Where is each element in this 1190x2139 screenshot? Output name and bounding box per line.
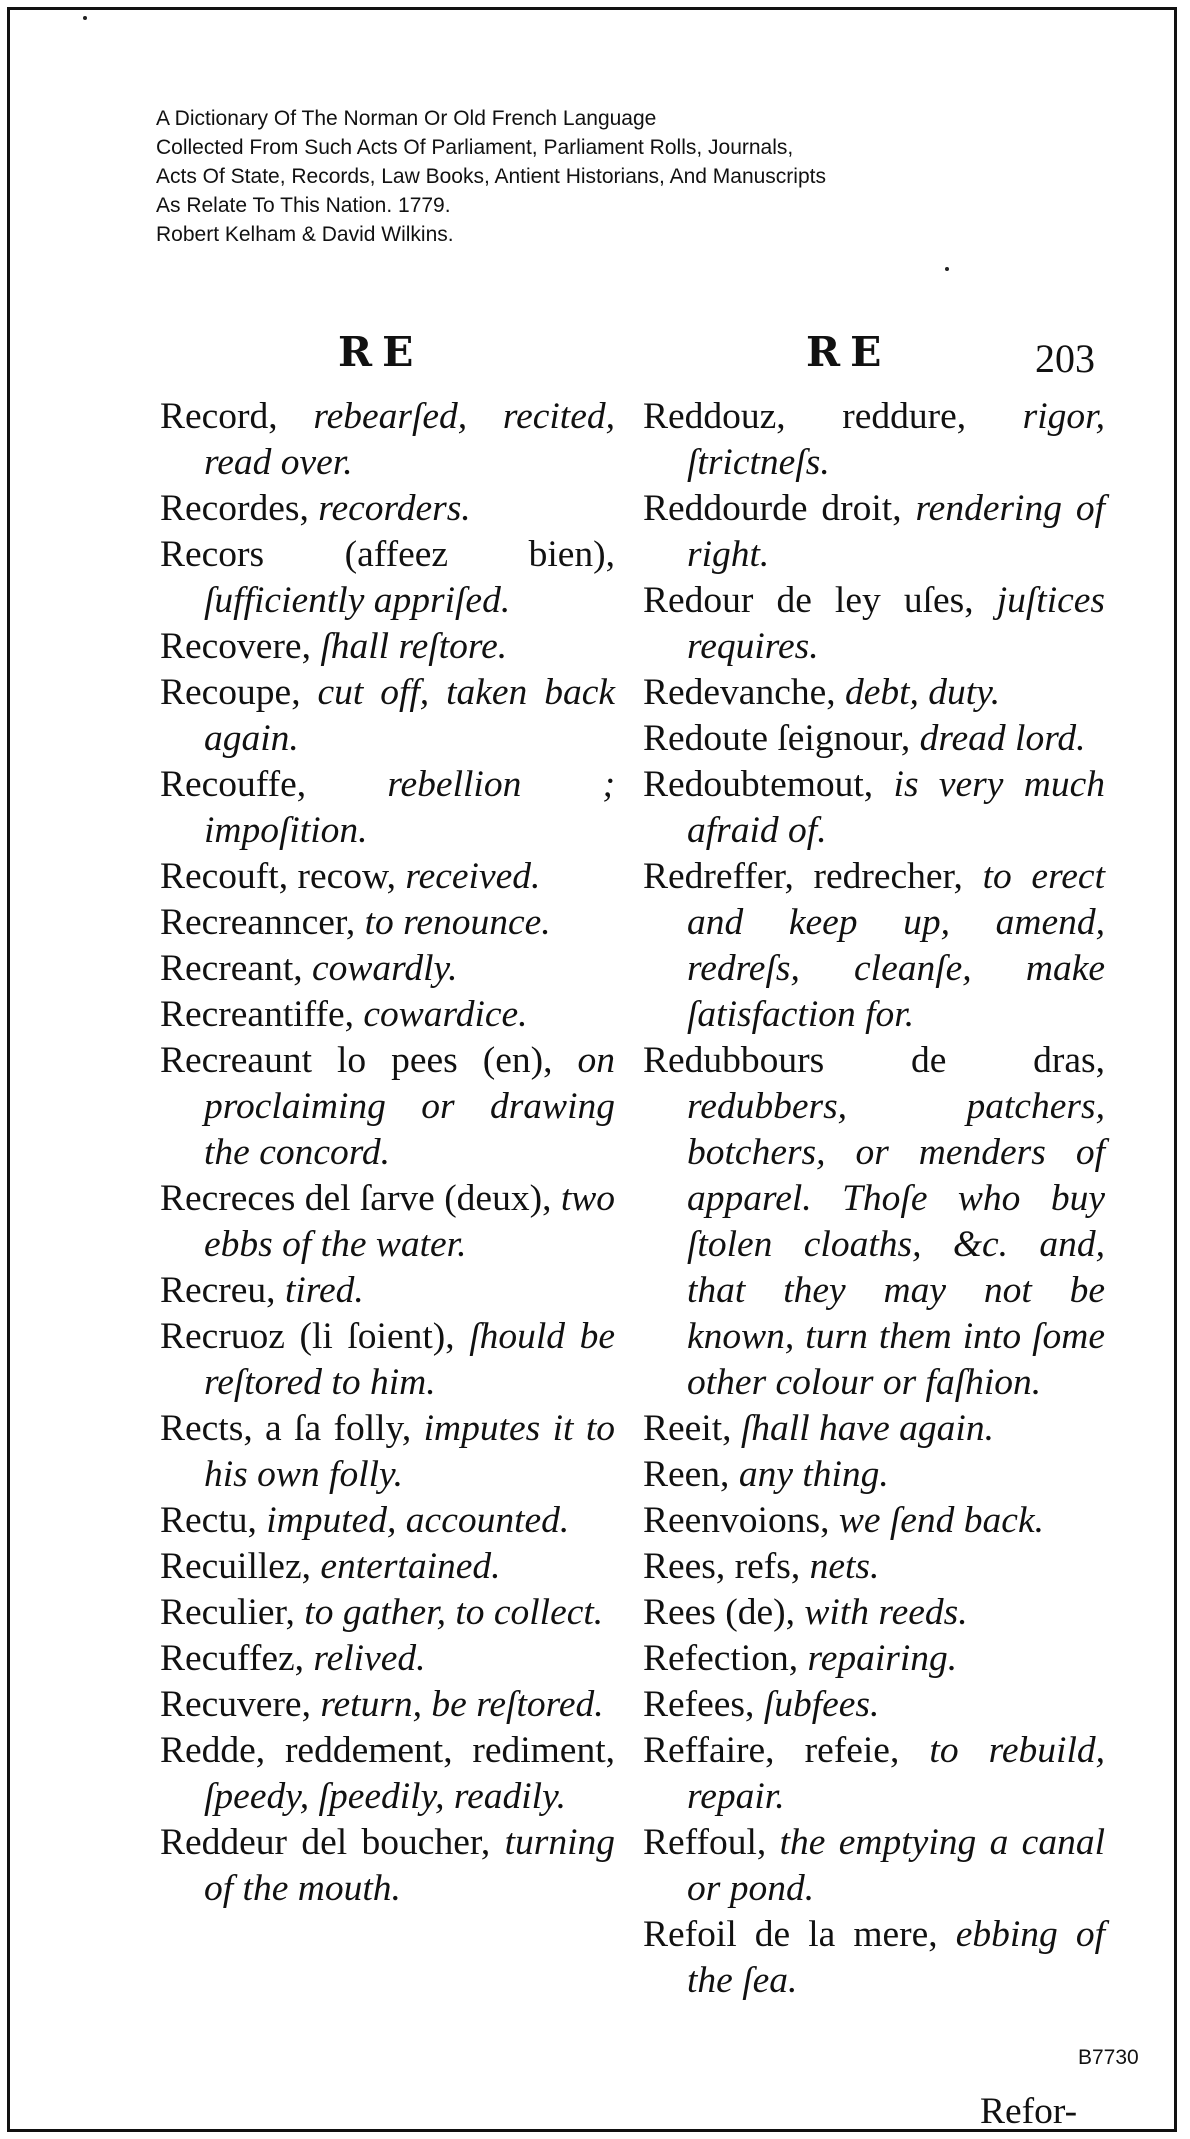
dictionary-entry [160, 900, 615, 946]
print-speck [945, 267, 949, 271]
entry-headword: Refection, [643, 1638, 808, 1679]
dictionary-entry [160, 624, 615, 670]
entry-headword: Recreaunt lo pees (en), [160, 1040, 578, 1081]
entry-headword: Recreant, [160, 948, 312, 989]
entry-gloss: nets. [809, 1546, 880, 1587]
entry-gloss: cowardice. [363, 994, 528, 1035]
dictionary-entry [160, 532, 615, 624]
entry-headword: Refees, [643, 1684, 764, 1725]
entry-gloss: recorders. [318, 488, 471, 529]
entry-headword: Refoil de la mere, [643, 1914, 956, 1955]
entry-headword: Recovere, [160, 626, 321, 667]
entry-gloss: ſubfees. [763, 1684, 880, 1725]
entry-headword: Reddourde droit, [643, 488, 916, 529]
entry-gloss: received. [405, 856, 541, 897]
dictionary-entry [160, 1498, 615, 1544]
entry-gloss: to rebuild, repair. [687, 1730, 1105, 1817]
entry-gloss: debt, duty. [844, 672, 1001, 713]
entry-gloss: rendering of right. [687, 488, 1105, 575]
entry-gloss: imputed, accounted. [266, 1500, 570, 1541]
dictionary-entry [643, 762, 1105, 854]
entry-gloss: with reeds. [804, 1592, 968, 1633]
print-speck [83, 16, 87, 20]
header-line: Robert Kelham & David Wilkins. [156, 223, 454, 246]
entry-headword: Redubbours de dras, [643, 1040, 1105, 1081]
entry-gloss: relived. [313, 1638, 426, 1679]
dictionary-entry [643, 578, 1105, 670]
dictionary-entry [160, 1038, 615, 1176]
dictionary-entry [160, 946, 615, 992]
entry-gloss: to gather, to collect. [304, 1592, 604, 1633]
dictionary-entry [643, 1038, 1105, 1406]
dictionary-entry [643, 1498, 1105, 1544]
dictionary-entry [160, 1682, 615, 1728]
dictionary-entry [643, 1682, 1105, 1728]
dictionary-entry [160, 1268, 615, 1314]
dictionary-entry [160, 1314, 615, 1406]
page-number: 203 [1035, 336, 1095, 381]
left-column [160, 394, 615, 1912]
entry-headword: Redde, reddement, rediment, [160, 1730, 615, 1771]
entry-headword: Reen, [643, 1454, 739, 1495]
dictionary-entry [160, 486, 615, 532]
dictionary-entry [160, 1590, 615, 1636]
entry-headword: Rees, refs, [643, 1546, 810, 1587]
right-column [643, 394, 1105, 2004]
entry-gloss: rebellion ; impoſition. [204, 764, 616, 851]
header-line: Acts Of State, Records, Law Books, Antient Historians, And Manuscripts [156, 165, 826, 188]
entry-gloss: repairing. [807, 1638, 958, 1679]
dictionary-entry [160, 1636, 615, 1682]
entry-headword: Reculier, [160, 1592, 305, 1633]
entry-headword: Reenvoions, [643, 1500, 839, 1541]
entry-gloss: entertained. [320, 1546, 501, 1587]
entry-headword: Recordes, [160, 488, 319, 529]
dictionary-entry [160, 1544, 615, 1590]
entry-headword: Recors (affeez bien), [160, 534, 615, 575]
dictionary-entry [160, 670, 615, 762]
entry-headword: Reffaire, refeie, [643, 1730, 930, 1771]
dictionary-entry [643, 854, 1105, 1038]
entry-headword: Recruoz (li ſoient), [160, 1316, 470, 1357]
entry-headword: Recreu, [160, 1270, 285, 1311]
entry-gloss: ſhall reſtore. [320, 626, 508, 667]
entry-gloss: ebbing of the ſea. [687, 1914, 1106, 2001]
entry-gloss: ſpeedy, ſpeedily, readily. [204, 1776, 567, 1817]
entry-headword: Redour de ley uſes, [643, 580, 997, 621]
dictionary-entry [160, 394, 615, 486]
entry-headword: Redreffer, redrecher, [643, 856, 983, 897]
entry-gloss: we ſend back. [838, 1500, 1044, 1541]
left-column-heading: RE [338, 328, 424, 376]
entry-headword: Recuffez, [160, 1638, 314, 1679]
entry-gloss: cut off, taken back again. [204, 672, 615, 759]
dictionary-entry [643, 394, 1105, 486]
dictionary-entry [160, 992, 615, 1038]
dictionary-entry [160, 1176, 615, 1268]
entry-headword: Reddouz, reddure, [643, 396, 1023, 437]
entry-headword: Reeit, [643, 1408, 741, 1449]
document-header [156, 104, 1056, 249]
dictionary-entry [643, 1406, 1105, 1452]
catchword: Refor- [980, 2091, 1078, 2132]
entry-gloss: ſufficiently appriſed. [204, 580, 511, 621]
reference-code: B7730 [1078, 2046, 1139, 2069]
entry-gloss: cowardly. [312, 948, 458, 989]
entry-headword: Reddeur del boucher, [160, 1822, 505, 1863]
right-column-heading: RE [806, 328, 892, 376]
entry-gloss: juſtices requires. [687, 580, 1105, 667]
entry-gloss: any thing. [738, 1454, 889, 1495]
dictionary-entry [160, 762, 615, 854]
dictionary-entry [160, 1820, 615, 1912]
dictionary-entry [643, 1452, 1105, 1498]
entry-headword: Redevanche, [643, 672, 845, 713]
entry-gloss: tired. [284, 1270, 364, 1311]
entry-gloss: turning of the mouth. [204, 1822, 615, 1909]
header-line: Collected From Such Acts Of Parliament, Parliament Rolls, Journals, [156, 136, 794, 159]
dictionary-entry [643, 1728, 1105, 1820]
entry-gloss: ſhall have again. [740, 1408, 994, 1449]
entry-headword: Rects, a ſa folly, [160, 1408, 424, 1449]
entry-headword: Recreces del ſarve (deux), [160, 1178, 561, 1219]
entry-gloss: ſhould be reſtored to him. [204, 1316, 615, 1403]
entry-headword: Redoubtemout, [643, 764, 894, 805]
entry-headword: Recuillez, [160, 1546, 321, 1587]
entry-gloss: two ebbs of the water. [204, 1178, 616, 1265]
entry-headword: Rectu, [160, 1500, 267, 1541]
entry-headword: Recreanncer, [160, 902, 365, 943]
dictionary-entry [643, 486, 1105, 578]
dictionary-entry [643, 1544, 1105, 1590]
header-line: As Relate To This Nation. 1779. [156, 194, 451, 217]
entry-gloss: rebearſed, recited, read over. [204, 396, 615, 483]
entry-headword: Recoupe, [160, 672, 318, 713]
header-line: A Dictionary Of The Norman Or Old French Language [156, 107, 657, 130]
entry-gloss: dread lord. [919, 718, 1086, 759]
entry-headword: Recouft, recow, [160, 856, 406, 897]
dictionary-entry [643, 1820, 1105, 1912]
entry-headword: Redoute ſeignour, [643, 718, 920, 759]
entry-gloss: imputes it to his own folly. [204, 1408, 615, 1495]
entry-headword: Rees (de), [643, 1592, 805, 1633]
entry-headword: Record, [160, 396, 314, 437]
entry-headword: Recouffe, [160, 764, 388, 805]
dictionary-entry [160, 1406, 615, 1498]
dictionary-entry [643, 1636, 1105, 1682]
entry-headword: Recreantiffe, [160, 994, 364, 1035]
dictionary-entry [160, 854, 615, 900]
dictionary-entry [643, 670, 1105, 716]
entry-gloss: is very much afraid of. [687, 764, 1105, 851]
dictionary-entry [643, 1590, 1105, 1636]
entry-gloss: rigor, ſtrictneſs. [687, 396, 1105, 483]
dictionary-entry [643, 1912, 1105, 2004]
entry-gloss: on proclaiming or drawing the concord. [204, 1040, 615, 1173]
entry-gloss: to erect and keep up, amend, redreſs, cleanſe, make ſatisfaction for. [687, 856, 1105, 1035]
entry-gloss: to renounce. [364, 902, 551, 943]
entry-gloss: the emptying a canal or pond. [687, 1822, 1105, 1909]
entry-headword: Recuvere, [160, 1684, 321, 1725]
entry-gloss: return, be reſtored. [320, 1684, 604, 1725]
dictionary-entry [160, 1728, 615, 1820]
entry-headword: Reffoul, [643, 1822, 780, 1863]
dictionary-entry [643, 716, 1105, 762]
entry-gloss: redubbers, patchers, botchers, or menders of apparel. Thoſe who buy ſtolen cloaths, &c. and, that they may not be known, turn them into ſome other colour or faſhion. [687, 1086, 1105, 1403]
